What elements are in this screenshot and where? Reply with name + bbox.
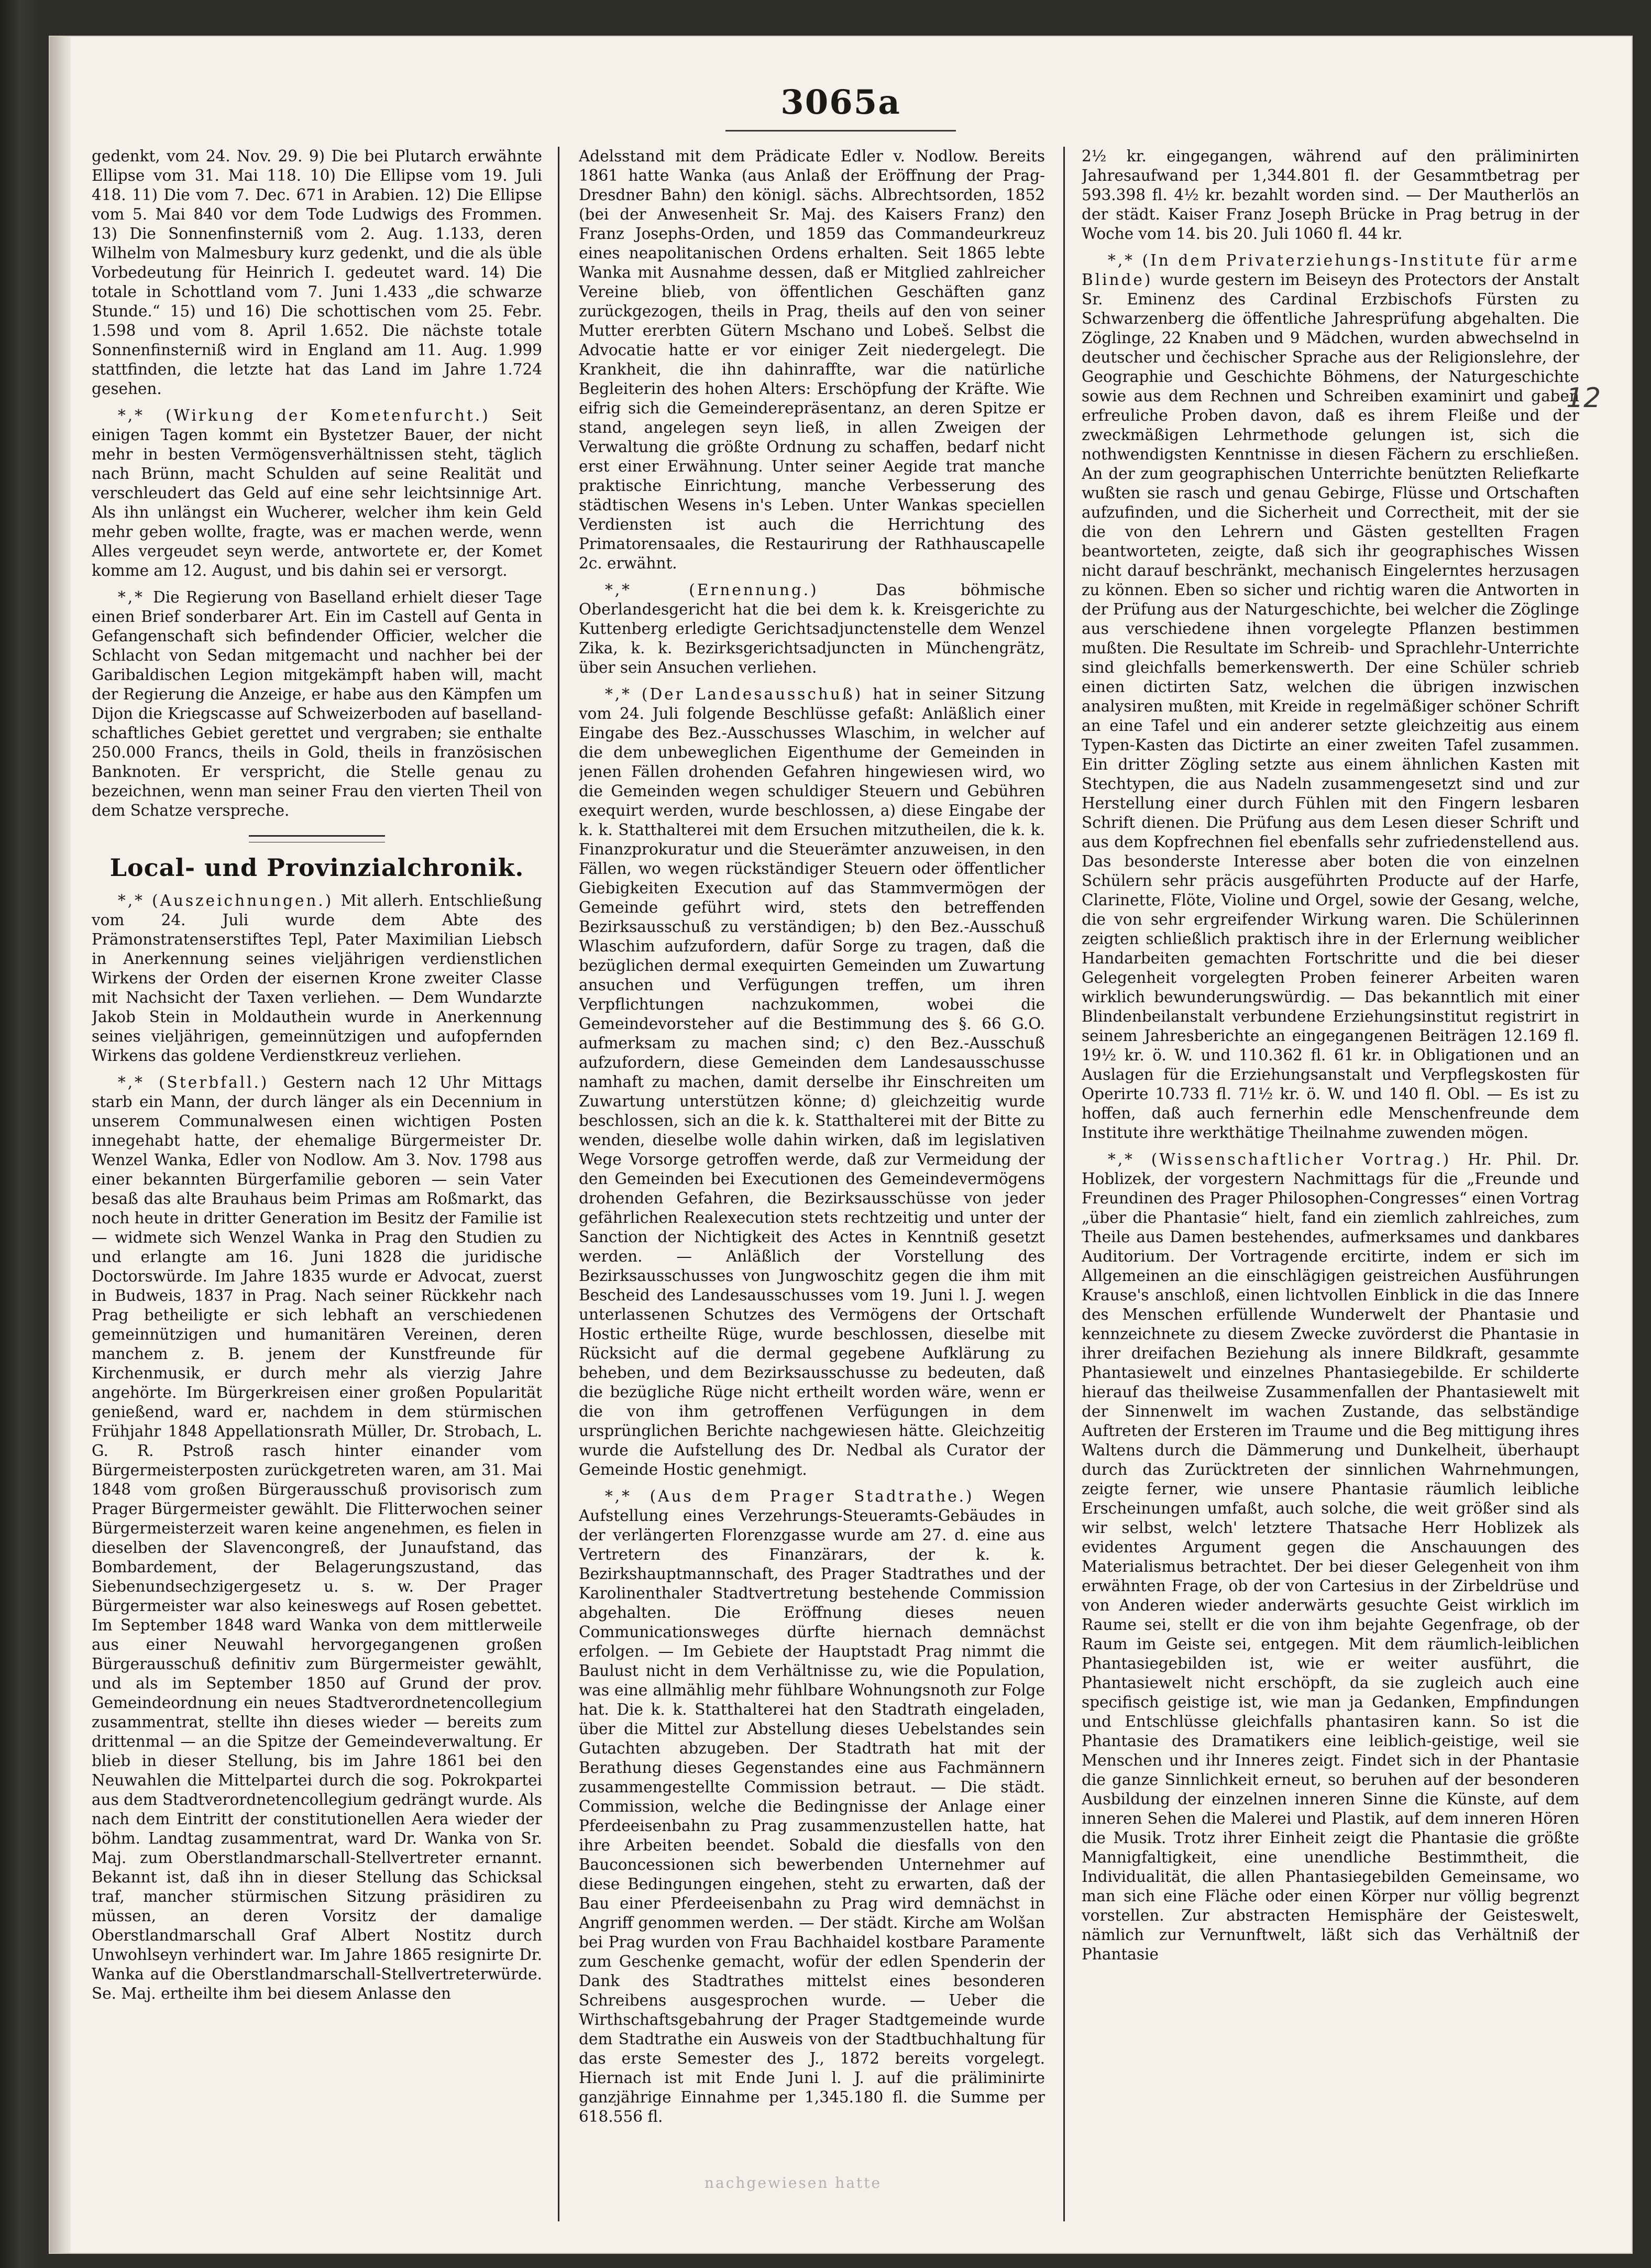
page-number: 3065a (780, 83, 901, 122)
section-heading: Local- und Provinzialchronik. (109, 853, 524, 882)
news-item (92, 891, 542, 1066)
news-item-keyword: *,* (Ernennung.) (605, 581, 876, 599)
news-item-text: Mit allerh. Entschließung vom 24. Juli wurde dem Abte des Prämonstratenserstiftes Tepl, Pater Maximilian Liebsch in Anerkennung seines vieljährigen verdienstlichen Wirkens der Orden der eisernen Krone zweiter Classe mit Nachsicht der Taxen verliehen. — Dem Wundarzte Jakob Stein in Moldauthein wurde in Anerkennung seines vieljährigen, gemeinnützigen und aufopfernden Wirkens das goldene Verdienstkreuz verliehen. (92, 892, 542, 1065)
news-item-text: Adelsstand mit dem Prädicate Edler v. Nodlow. Bereits 1861 hatte Wanka (aus Anlaß der Eröffnung der Prag-Dresdner Bahn) den königl. sächs. Albrechtsorden, 1852 (bei der Anwesenheit Sr. Maj. des Kaisers Franz) den Franz Josephs-Orden, und 1859 das Commandeurkreuz eines neapolitanischen Ordens erhalten. Seit 1865 lebte Wanka mit Ausnahme dessen, daß er Mitglied zahlreicher Vereine blieb, von öffentlichen Geschäften ganz zurückgezogen, theils in Prag, theils auf den von seiner Mutter ererbten Gütern Mschano und Lobeš. Selbst die Advocatie hatte er vor einiger Zeit niedergelegt. Die Krankheit, die ihn dahinraffte, war die natürliche Begleiterin des hohen Alters: Erschöpfung der Kräfte. Wie eifrig sich die Gemeinderepräsentanz, an deren Spitze er stand, angelegen seyn ließ, in allen Zweigen der Verwaltung die größte Ordnung zu schaffen, bedarf nicht erst einer Erwähnung. Unter seiner Aegide trat manche praktische Einrichtung, manche Verbesserung des städtischen Wesens in's Leben. Unter Wankas speciellen Verdiensten ist auch die Herrichtung des Primatorensaales, die Restaurirung der Rathhauscapelle 2c. erwähnt. (579, 147, 1045, 572)
handwritten-margin-note: 12 (1566, 382, 1601, 414)
news-item-text: hat in seiner Sitzung vom 24. Juli folgende Beschlüsse gefaßt: Anläßlich einer Eingabe des Bez.-Ausschusses Wlaschim, in welcher auf die dem unbeweglichen Eigenthume der Gemeinden in jenen Fällen drohenden Gefahren hingewiesen wird, wo die Gemeinden wegen schuldiger Steuern und Gebühren exequirt werden, wurde beschlossen, a) diese Eingabe der k. k. Statthalterei mit dem Ersuchen mitzutheilen, die k. k. Finanzprokuratur und die Steuerämter anzuweisen, in den Fällen, wo wegen rückständiger Steuern oder öffentlicher Giebigkeiten Execution auf das Stammvermögen der Gemeinde geführt wird, stets den betreffenden Bezirksausschuß zu verständigen; b) den Bez.-Ausschuß Wlaschim aufzufordern, dafür Sorge zu tragen, daß die bezüglichen dermal exequirten Gemeinden um Zuwartung ansuchen und Verfügungen treffen, um ihren Verpflichtungen nachzukommen, wobei die Gemeindevorsteher auf die Bestimmung des §. 66 G.O. aufmerksam zu machen sind; c) den Bez.-Ausschuß aufzufordern, diese Gemeinden dem Landesausschusse namhaft zu machen, damit derselbe ihr Einschreiten um Zuwartung unterstützen könne; d) gleichzeitig wurde beschlossen, sich an die k. k. Statthalterei mit der Bitte zu wenden, dieselbe wolle dahin wirken, daß im legislativen Wege Vorsorge getroffen werde, daß zur Vermeidung der den Gemeinden bei Executionen des Gemeindevermögens drohenden Gefahren, die Bezirksausschüsse von jeder gefährlichen Realexecution stets rechtzeitig und unter der Sanction der Nichtigkeit des Actes in Kenntniß gesetzt werden. — Anläßlich der Vorstellung des Bezirksausschusses von Jungwoschitz gegen die ihm mit Bescheid des Landesausschusses vom 19. Juni l. J. wegen unterlassenen Schutzes des Vermögens der Ortschaft Hostic ertheilte Rüge, wurde beschlossen, dieselbe mit Rücksicht auf die dermal gegebene Aufklärung zu beheben, und dem Bezirksausschusse zu bedeuten, daß die bezügliche Rüge nicht ertheilt worden wäre, wenn er die von ihm getroffenen Verfügungen in dem ursprünglichen Berichte nachgewiesen hätte. Gleichzeitig wurde die Aufstellung des Dr. Nedbal als Curator der Gemeinde Hostic genehmigt. (579, 685, 1045, 1478)
article-continuation (92, 147, 542, 399)
bleed-through-text: nachgewiesen hatte (705, 2174, 882, 2192)
news-item-text: Seit einigen Tagen kommt ein Bystetzer Bauer, der nicht mehr in besten Vermögensverhältnissen steht, täglich nach Brünn, macht Schulden auf seine Realität und verschleudert das Geld auf eine sehr leichtsinnige Art. Als ihn unlängst ein Wucherer, welcher ihm kein Geld mehr geben wollte, fragte, was er machen werde, wenn Alles vergeudet seyn werde, antwortete er, der Komet komme am 12. August, und bis dahin sei er versorgt. (92, 407, 542, 579)
news-item-text: Hr. Phil. Dr. Hoblizek, der vorgestern Nachmittags für die „Freunde und Freundinen des Prager Philosophen-Congresses“ einen Vortrag „über die Phantasie“ hielt, fand ein ziemlich zahlreiches, zum Theile aus Damen bestehendes, aufmerksames und dankbares Auditorium. Der Vortragende ercitirte, indem er sich im Allgemeinen an die einschlägigen geistreichen Ausführungen Krause's anschloß, einen lichtvollen Einblick in die das Innere des Menschen erfüllende Wunderwelt der Phantasie und kennzeichnete zu diesem Zwecke zuvörderst die Phantasie in ihrer dreifachen Beziehung als innere Bildkraft, gesammte Phantasiewelt und einzelnes Phantasiegebilde. Er schilderte hierauf das theilweise Zusammenfallen der Phantasiewelt mit der Sinnenwelt im wachen Zustande, das selbständige Auftreten der Ersteren im Traume und die Beg mittigung ihres Waltens durch die Dämmerung und Dunkelheit, überhaupt durch das Zurücktreten der sinnlichen Wahrnehmungen, zeigte ferner, wie unsere Phantasie räumlich leibliche Erscheinungen umfaßt, auch solche, die weit größer sind als wir selbst, welch' letztere Thatsache Herr Hoblizek als evidentes Argument gegen die Anschauungen des Materialismus betrachtet. Der bei dieser Gelegenheit von ihm erwähnten Frage, ob der von Cartesius in der Zirbeldrüse und von Anderen wieder anderwärts gesuchte Geist wirklich im Raume sei, stellt er die von ihm bejahte Gegenfrage, ob der Raum im Geiste sei, entgegen. Mit dem räumlich-leiblichen Phantasiegebilden ist, wie er weiter ausführt, die Phantasiewelt nicht erschöpft, da sie zugleich auch eine specifisch geistige ist, wie man ja Gedanken, Empfindungen und Entschlüsse gleichfalls phantasiren kann. So ist die Phantasie des Dramatikers eine leiblich-geistige, weil sie Menschen und ihr Inneres zeigt. Findet sich in der Phantasie die ganze Sinnlichkeit erneut, so beruhen auf der besonderen Ausbildung der einzelnen inneren Sinne die Künste, auf dem inneren Sehen die Malerei und Plastik, auf dem inneren Hören die Musik. Trotz ihrer Einheit zeigt die Phantasie die größte Mannigfaltigkeit, eine unendliche Bestimmtheit, die Individualität, die allen Phantasiegebilden Gemeinsame, wo man sich eine Fläche oder einen Körper nur völlig begrenzt vorstellen. Zur abstracten Hemisphäre der Geisteswelt, nämlich zur Vernunftwelt, läßt sich das Verhältniß der Phantasie (1082, 1151, 1579, 1963)
news-item-keyword: *,* (In dem Privaterziehungs-Institute für arme Blinde) (1082, 251, 1579, 289)
news-item (1082, 251, 1579, 1143)
news-item-text: wurde gestern im Beiseyn des Protectors der Anstalt Sr. Eminenz des Cardinal Erzbischofs Fürsten zu Schwarzenberg die öffentliche Jahresprüfung abgehalten. Die Zöglinge, 22 Knaben und 9 Mädchen, wurden abwechselnd in deutscher und čechischer Sprache aus der Religionslehre, der Geographie und Geschichte Böhmens, der Naturgeschichte sowie aus dem Rechnen und Schreiben examinirt und gaben erfreuliche Proben davon, daß es ihrem Fleiße und der zweckmäßigen Lehrmethode gelungen ist, sich die nothwendigsten Kenntnisse in diesen Fächern zu erschließen. An der zum geographischen Unterrichte benützten Reliefkarte wußten sie rasch und genau Gebirge, Flüsse und Ortschaften aufzufinden, und die Sicherheit und Correctheit, mit der sie die von den Lehrern und Gästen gestellten Fragen beantworteten, zeigte, daß sich ihr geographisches Wissen nicht darauf beschränkt, mechanisch Eingelerntes herzusagen zu können. Eben so sicher und richtig waren die Antworten in der Prüfung aus der Naturgeschichte, bei welcher die Zöglinge aus verschiedene ihnen vorgelegte Pflanzen bestimmen mußten. Die Resultate im Schreib- und Sprachlehr-Unterrichte sind gleichfalls bemerkenswerth. Der eine Schüler schrieb einen dictirten Satz, welchen die übrigen inzwischen analysiren mußten, mit Kreide in regelmäßiger schöner Schrift an eine Tafel und ein anderer setzte gleichzeitig aus einem Typen-Kasten das Dictirte an einer zweiten Tafel zusammen. Ein dritter Zögling setzte aus einem ähnlichen Kasten mit Stechtypen, die aus Nadeln zusammengesetzt sind und zur Herstellung einer durch Fühlen mit den Fingern lesbaren Schrift dienen. Die Prüfung aus dem Lesen dieser Schrift und aus dem Kopfrechnen fiel ebenfalls sehr zufriedenstellend aus. Das besonderste Interesse aber boten die von einzelnen Schülern sehr präcis ausgeführten Producte auf der Harfe, Clarinette, Flöte, Violine und Orgel, sowie der Gesang, welche, die von sehr ergreifender Wirkung waren. Die Schülerinnen zeigten schließlich praktisch ihre in der Erlernung weiblicher Handarbeiten gemachten Fortschritte und die bei dieser Gelegenheit vorgelegten Proben feinerer Arbeiten waren wirklich bewunderungswürdig. — Das bekanntlich mit einer Blindenbeilanstalt verbundene Erziehungsinstitut registrirt in seinem Jahresberichte an eingegangenen Beiträgen 12.169 fl. 19½ kr. ö. W. und 110.362 fl. 61 kr. in Obligationen und an Auslagen für die Erziehungsanstalt und Verpflegskosten für Operirte 10.733 fl. 71½ kr. ö. W. und 140 fl. Obl. — Es ist zu hoffen, daß auch fernerhin edle Menschenfreunde dem Institute ihre werkthätige Theilnahme zuwenden mögen. (1082, 271, 1579, 1142)
news-item (92, 406, 542, 580)
news-item-keyword: *,* (Sterbfall.) (118, 1073, 283, 1091)
column-divider-left (558, 147, 559, 2221)
column-right (1082, 147, 1579, 2221)
newspaper-page (50, 37, 1632, 2253)
news-item-keyword: *,* (Aus dem Prager Stadtrathe.) (605, 1487, 993, 1505)
news-item-keyword: *,* (Auszeichnungen.) (118, 892, 341, 910)
news-item (92, 1073, 542, 2003)
news-item (579, 1487, 1045, 2127)
news-item-keyword: *,* (Der Landesausschuß) (605, 685, 873, 703)
news-item (92, 588, 542, 820)
news-item-text: Das böhmische Oberlandesgericht hat die bei dem k. k. Kreisgerichte zu Kuttenberg erledigte Gerichtsadjunctenstelle dem Wenzel Zika, k. k. Bezirksgerichtsadjuncten in Münchengrätz, über sein Ansuchen verliehen. (579, 581, 1045, 676)
section-ornament (249, 835, 385, 842)
page-binding-edge (50, 37, 71, 2253)
news-item-text: Wegen Aufstellung eines Verzehrungs-Steueramts-Gebäudes in der verlängerten Florenzgasse wurde am 27. d. eine aus Vertretern des Finanzärars, der k. k. Bezirkshauptmannschaft, des Prager Stadtrathes und der Karolinenthaler Stadtvertretung bestehende Commission abgehalten. Die Eröffnung dieses neuen Communicationsweges dürfte hiernach demnächst erfolgen. — Im Gebiete der Hauptstadt Prag nimmt die Baulust nicht in dem Verhältnisse zu, wie die Population, was eine allmählig mehr fühlbare Wohnungsnoth zur Folge hat. Die k. k. Statthalterei hat den Stadtrath eingeladen, über die Mittel zur Abstellung dieses Uebelstandes sein Gutachten abzugeben. Der Stadtrath hat mit der Berathung dieses Gegenstandes eine aus Fachmännern zusammengestellte Commission betraut. — Die städt. Commission, welche die Bedingnisse der Anlage einer Pferdeeisenbahn zu Prag zusammenzustellen hatte, hat ihre Arbeiten beendet. Sobald die diesfalls von den Bauconcessionen sich bewerbenden Unternehmer auf diese Bedingungen eingehen, steht zu erwarten, daß der Bau einer Pferdeeisenbahn zu Prag wird demnächst in Angriff genommen werden. — Der städt. Kirche am Wolšan bei Prag wurden von Frau Bachhaidel kostbare Paramente zum Geschenke gemacht, wofür der edlen Spenderin der Dank des Stadtrathes mittelst eines besonderen Schreibens ausgesprochen wurde. — Ueber die Wirthschaftsgebahrung der Prager Stadtgemeinde wurde dem Stadtrathe ein Ausweis von der Stadtbuchhaltung für das erste Semester des J., 1872 bereits vorgelegt. Hiernach ist mit Ende Juni l. J. auf die präliminirte ganzjährige Einnahme per 1,345.180 fl. die Summe per 618.556 fl. (579, 1487, 1045, 2125)
news-item-keyword: *,* (Wirkung der Kometenfurcht.) (118, 407, 512, 424)
news-item (579, 580, 1045, 677)
column-middle (579, 147, 1045, 2221)
article-continuation (1082, 147, 1579, 244)
header-rule (725, 130, 956, 132)
news-item-text: 2½ kr. eingegangen, während auf den präliminirten Jahresaufwand per 1,344.801 fl. der Gesammtbetrag per 593.398 fl. 4½ kr. bezahlt worden sind. — Der Mautherlös an der städt. Kaiser Franz Joseph Brücke in Prag betrug in der Woche vom 14. bis 20. Juli 1060 fl. 44 kr. (1082, 147, 1579, 243)
news-item-text: Gestern nach 12 Uhr Mittags starb ein Mann, der durch länger als ein Decennium in unserem Communalwesen einen wichtigen Posten innegehabt hatte, der ehemalige Bürgermeister Dr. Wenzel Wanka, Edler von Nodlow. Am 3. Nov. 1798 aus einer bekannten Bürgerfamilie geboren — sein Vater besaß das alte Brauhaus beim Primas am Roßmarkt, das noch heute in dritter Generation im Besitz der Familie ist — widmete sich Wenzel Wanka in Prag den Studien zu und erlangte am 16. Juni 1828 die juridische Doctorswürde. Im Jahre 1835 wurde er Advocat, zuerst in Budweis, 1837 in Prag. Nach seiner Rückkehr nach Prag betheiligte er sich lebhaft an verschiedenen gemeinnützigen und humanitären Vereinen, deren manchem z. B. jenem der Kunstfreunde für Kirchenmusik, er durch mehr als vierzig Jahre angehörte. Im Bürgerkreisen einer großen Popularität genießend, ward er, nachdem in dem stürmischen Frühjahr 1848 Appellationsrath Müller, Dr. Strobach, L. G. R. Pstroß rasch hinter einander vom Bürgermeisterposten zurückgetreten waren, am 31. Mai 1848 vom großen Bürgerausschuß provisorisch zum Prager Bürgermeister gewählt. Die Flitterwochen seiner Bürgermeisterzeit waren keine angenehmen, es fielen in dieselben der Slavencongreß, der Junaufstand, das Bombardement, der Belagerungszustand, das Siebenundsechzigergesetz u. s. w. Der Prager Bürgermeister war also keineswegs auf Rosen gebettet. Im September 1848 ward Wanka von dem mittlerweile aus einer Neuwahl hervorgegangenen großen Bürgerausschuß definitiv zum Bürgermeister gewählt, und als im September 1850 auf Grund der prov. Gemeindeordnung ein neues Stadtverordnetencollegium zusammentrat, stellte ihn dieses wieder — bereits zum drittenmal — an die Spitze der Gemeindeverwaltung. Er blieb in dieser Stellung, bis im Jahre 1861 bei den Neuwahlen die Mittelpartei durch die sog. Pokrokpartei aus dem Stadtverordnetencollegium gedrängt wurde. Als nach dem Eintritt der constitutionellen Aera wieder der böhm. Landtag zusammentrat, ward Dr. Wanka von Sr. Maj. zum Oberstlandmarschall-Stellvertreter ernannt. Bekannt ist, daß ihn in dieser Stellung das Schicksal traf, mancher stürmischen Sitzung präsidiren zu müssen, an deren Vorsitz der damalige Oberstlandmarschall Graf Albert Nostitz durch Unwohlseyn verhindert war. Im Jahre 1865 resignirte Dr. Wanka auf die Oberstlandmarschall-Stellvertreterwürde. Se. Maj. ertheilte ihm bei diesem Anlasse den (92, 1073, 542, 2002)
news-item-keyword: *,* (Wissenschaftlicher Vortrag.) (1108, 1151, 1468, 1168)
news-item (579, 685, 1045, 1480)
column-left (92, 147, 542, 2221)
column-divider-right (1063, 147, 1065, 2221)
news-item-text: gedenkt, vom 24. Nov. 29. 9) Die bei Plutarch erwähnte Ellipse vom 31. Mai 118. 10) Die Ellipse vom 19. Juli 418. 11) Die vom 7. Dec. 671 in Arabien. 12) Die Ellipse vom 5. Mai 840 vor dem Tode Ludwigs des Frommen. 13) Die Sonnenfinsterniß vom 2. Aug. 1.133, deren Wilhelm von Malmesbury kurz gedenkt, und die als üble Vorbedeutung für Heinrich I. gedeutet ward. 14) Die totale in Schottland vom 7. Juni 1.433 „die schwarze Stunde.“ 15) und 16) Die schottischen vom 25. Febr. 1.598 und vom 8. April 1.652. Die nächste totale Sonnenfinsterniß wird in England am 11. Aug. 1.999 stattfinden, die letzte hat das Land im Jahre 1.724 gesehen. (92, 147, 542, 398)
article-continuation (579, 147, 1045, 573)
news-item (1082, 1150, 1579, 1964)
news-item-text: Die Regierung von Baselland erhielt dieser Tage einen Brief sonderbarer Art. Ein im Castell auf Genta in Gefangenschaft sich befindender Officier, welcher die Schlacht von Sedan mitgemacht und nachher bei der Garibaldischen Legion mitgekämpft haben will, macht der Regierung die Anzeige, er habe aus den Kämpfen um Dijon die Kriegscasse auf Schweizerboden auf baselland-schaftliches Gebiet gerettet und vergraben; sie enthalte 250.000 Francs, theils in Gold, theils in französischen Banknoten. Er verspricht, die Stelle genau zu bezeichnen, wenn man seiner Frau den vierten Theil von dem Schatze verspreche. (92, 588, 542, 819)
news-item-keyword: *,* (118, 588, 153, 606)
